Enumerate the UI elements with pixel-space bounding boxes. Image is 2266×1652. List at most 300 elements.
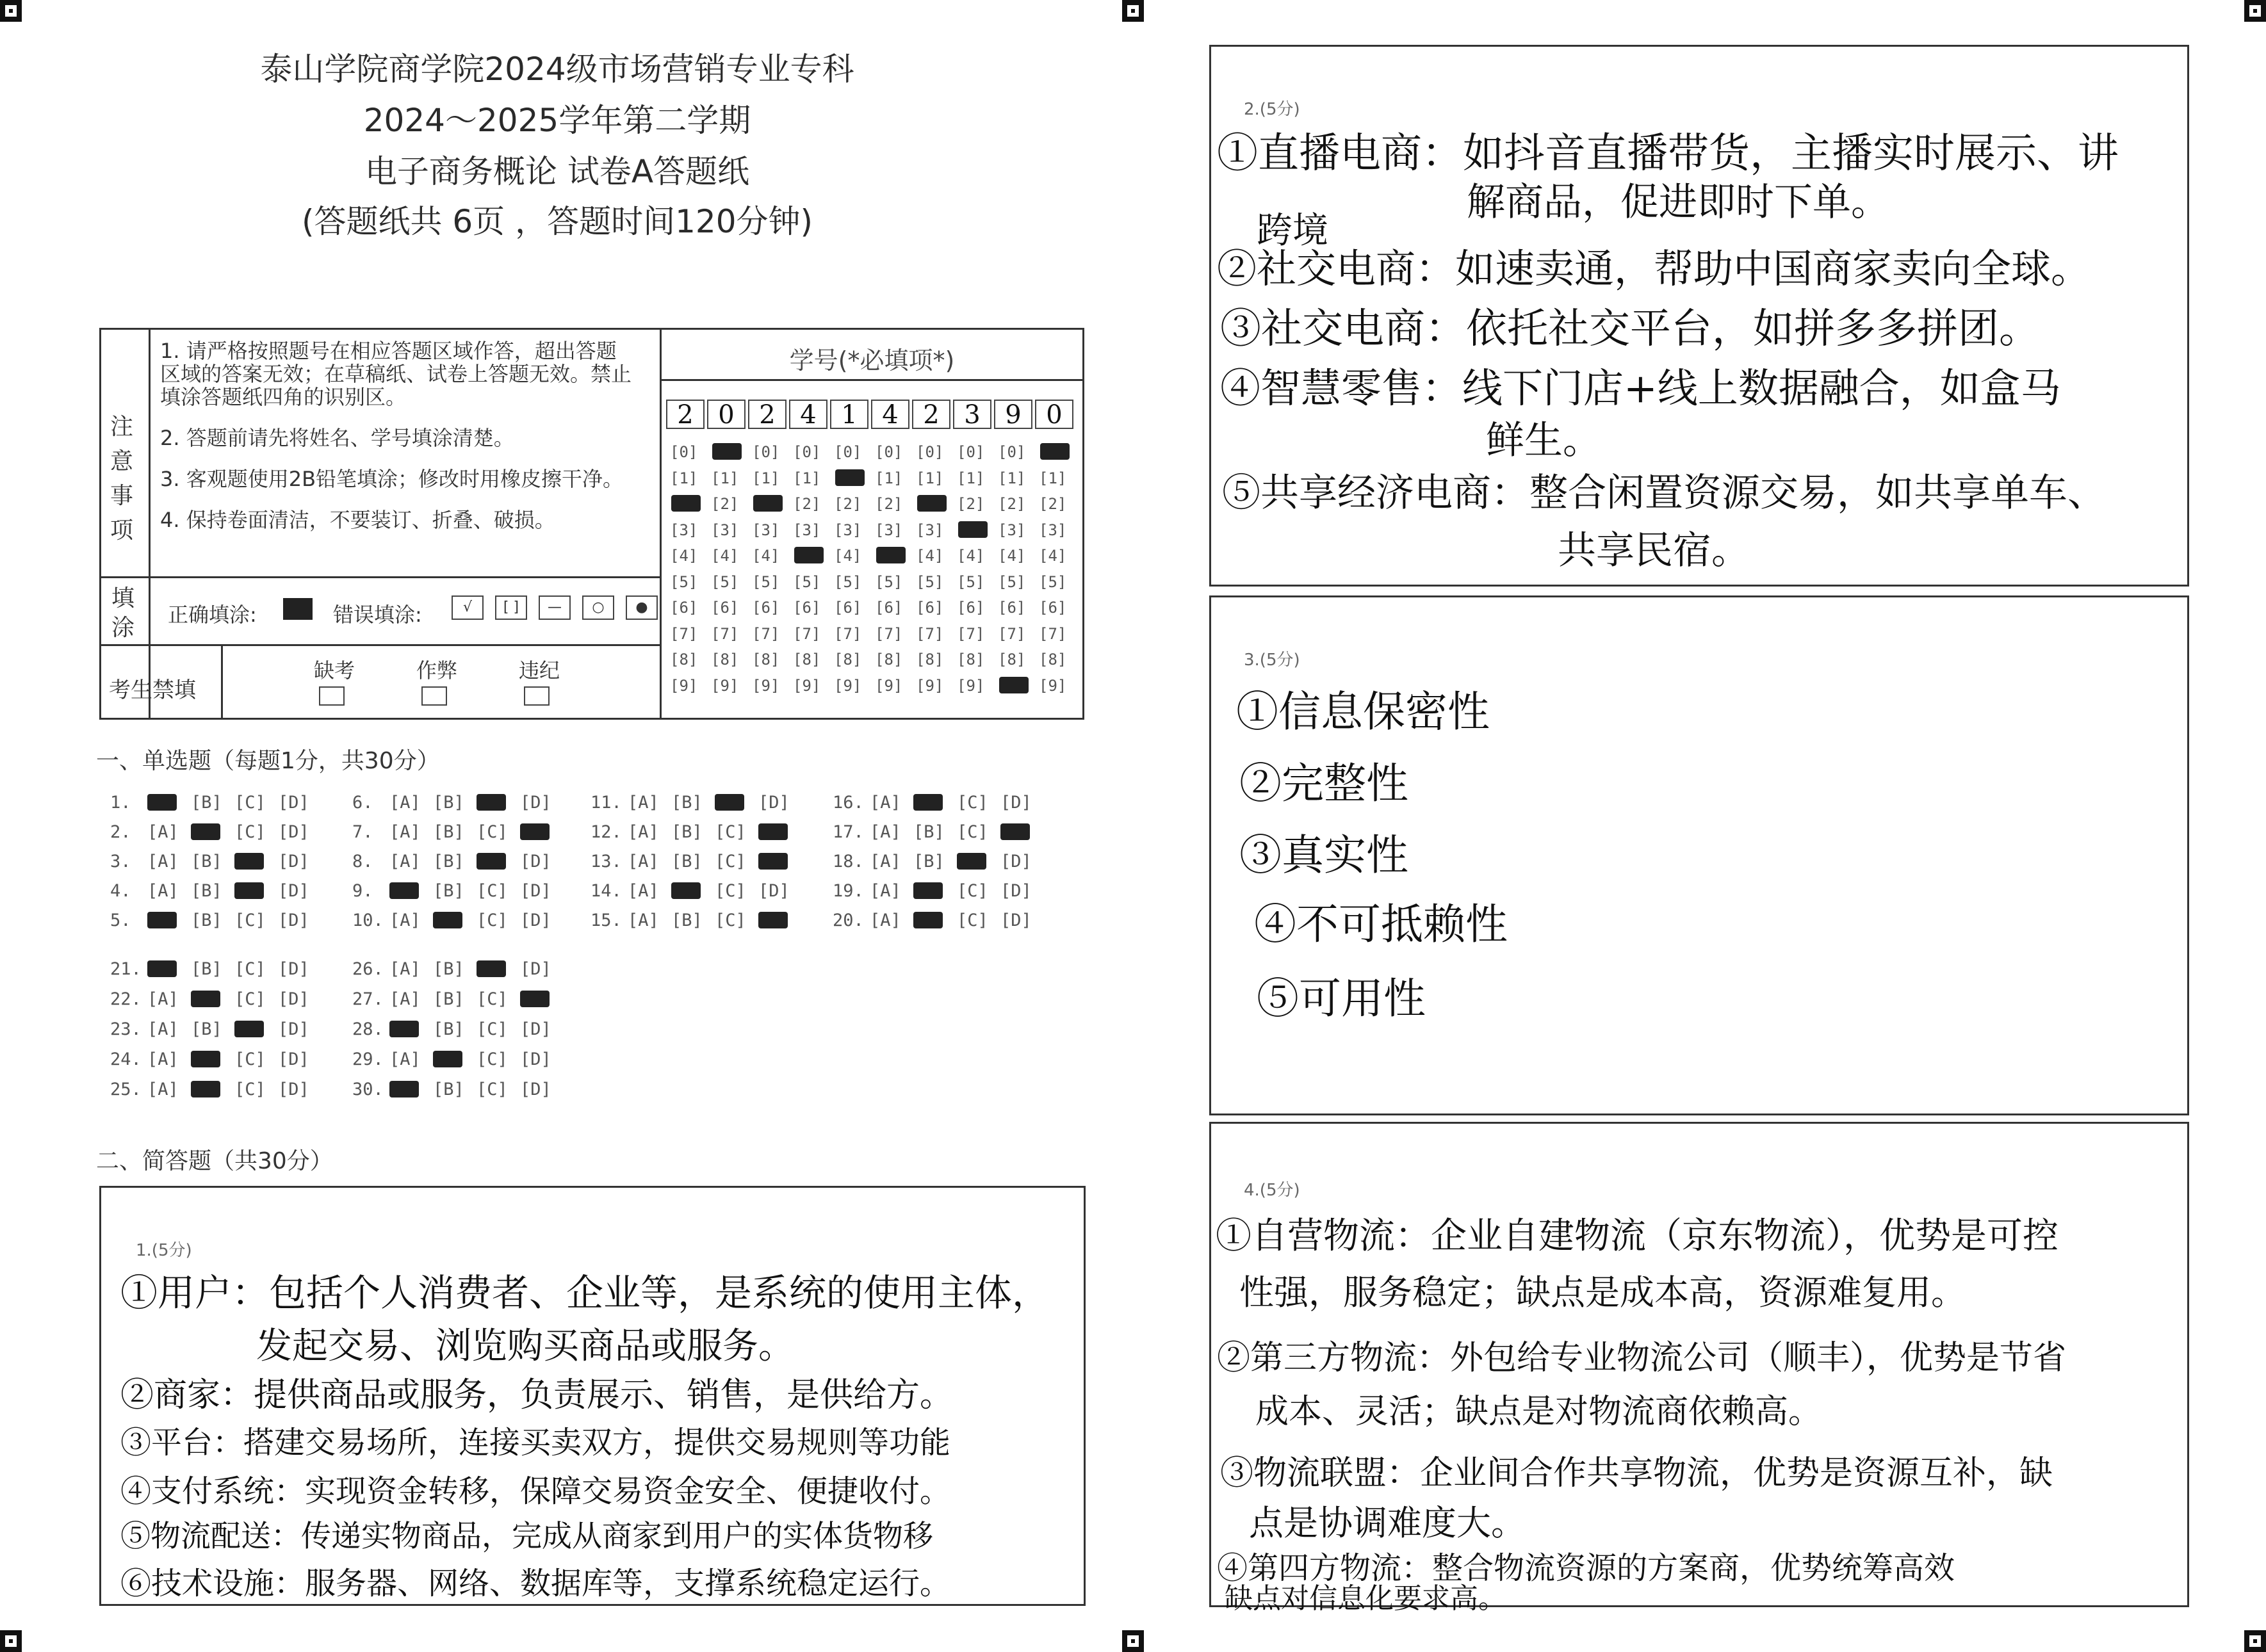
mc-filled-bubble [389, 1081, 419, 1097]
student-id-bubble: [3] [670, 521, 698, 539]
student-id-digit: 4 [789, 400, 827, 429]
student-id-bubble: [1] [957, 469, 985, 487]
student-id-digit: 4 [871, 400, 909, 429]
student-id-bubble: [4] [1039, 547, 1067, 565]
student-id-bubble: [1] [998, 469, 1026, 487]
student-id-bubble: [4] [711, 547, 739, 565]
mc-question-number: 22. [110, 989, 142, 1009]
forbidden-option-label: 缺考 [314, 658, 355, 683]
mc-option-bubble: [D] [278, 1080, 309, 1099]
mc-option-bubble: [C] [234, 989, 266, 1009]
student-id-bubble: [9] [957, 676, 985, 695]
mc-option-bubble: [B] [191, 959, 222, 979]
student-id-bubble: [7] [670, 624, 698, 643]
q4-line-5: ③物流联盟：企业间合作共享物流，优势是资源互补，缺 [1220, 1454, 2053, 1493]
mc-option-bubble: [A] [147, 989, 179, 1009]
header-line-2: 2024～2025学年第二学期 [363, 102, 751, 139]
mc-option-bubble: [D] [520, 852, 551, 871]
q1-line-2: 发起交易、浏览购买商品或服务。 [256, 1325, 794, 1367]
q4-line-2: 性强，服务稳定；缺点是成本高，资源难复用。 [1239, 1272, 1966, 1313]
student-id-bubble: [5] [834, 572, 862, 591]
q2-line-9: 共享民宿。 [1558, 528, 1750, 573]
student-id-bubble: [3] [1039, 521, 1067, 539]
student-id-bubble: [9] [793, 676, 821, 695]
mc-filled-bubble [389, 882, 419, 899]
q1-line-5: ④支付系统：实现资金转移，保障交易资金安全、便捷收付。 [120, 1473, 951, 1509]
mc-option-bubble: [D] [278, 911, 309, 930]
q2-line-3: 跨境 [1257, 210, 1328, 252]
student-id-bubble: [0] [834, 443, 862, 461]
corner-marker-bottom-middle [1122, 1630, 1144, 1652]
student-id-digit: 0 [707, 400, 746, 429]
notice-list [160, 339, 634, 549]
student-id-bubble: [9] [711, 676, 739, 695]
mc-question-number: 12. [591, 822, 622, 842]
student-id-bubble: [8] [916, 651, 944, 668]
student-id-bubble: [8] [793, 651, 821, 668]
mc-option-bubble: [D] [520, 1019, 551, 1039]
student-id-digit: 2 [912, 400, 950, 429]
q2-line-1: ①直播电商：如抖音直播带货，主播实时展示、讲 [1217, 130, 2119, 177]
q1-line-6: ⑤物流配送：传递实物商品，完成从商家到用户的实体货物移 [120, 1519, 933, 1554]
forbidden-option-label: 违纪 [519, 658, 560, 683]
forbidden-option-label: 作弊 [416, 658, 458, 683]
mc-filled-bubble [715, 794, 744, 811]
student-id-bubble: [3] [998, 521, 1026, 539]
mc-option-bubble: [A] [147, 852, 179, 871]
forbidden-option-checkbox [524, 686, 550, 706]
student-id-bubble: [8] [957, 651, 985, 668]
student-id-bubble: [9] [916, 676, 944, 695]
wrong-fill-sample: √ [452, 595, 484, 620]
mc-option-bubble: [B] [433, 1080, 464, 1099]
forbidden-option-checkbox [319, 686, 345, 706]
q4-label: 4.(5分) [1244, 1181, 1300, 1200]
student-id-bubble: [8] [752, 651, 780, 668]
corner-marker-top-right [2244, 0, 2266, 22]
notice-item-1: 1. 请严格按照题号在相应答题区域作答，超出答题区域的答案无效；在草稿纸、试卷上答题无效。禁止填涂答题纸四角的识别区。 [160, 339, 632, 409]
student-id-bubble: [5] [1039, 572, 1067, 591]
mc-option-bubble: [A] [870, 852, 901, 871]
mc-option-bubble: [D] [520, 881, 551, 901]
mc-option-bubble: [A] [389, 822, 421, 842]
forbidden-label: 考生禁填 [109, 677, 196, 703]
student-id-digit: 2 [748, 400, 787, 429]
student-id-bubble: [6] [670, 599, 698, 617]
header-line-4: (答题纸共 6页 ，答题时间120分钟) [301, 203, 813, 240]
q1-line-1: ①用户：包括个人消费者、企业等，是系统的使用主体， [120, 1271, 1050, 1315]
student-id-bubble: [4] [916, 547, 944, 565]
mc-option-bubble: [C] [715, 911, 746, 930]
mc-option-bubble: [C] [477, 822, 508, 842]
mc-option-bubble: [A] [628, 911, 659, 930]
mc-option-bubble: [A] [147, 822, 179, 842]
mc-option-bubble: [A] [147, 1049, 179, 1069]
mc-option-bubble: [D] [520, 911, 551, 930]
q3-line-4: ④不可抵赖性 [1254, 900, 1508, 949]
student-id-bubble: [9] [834, 676, 862, 695]
mc-option-bubble: [C] [234, 1049, 266, 1069]
mc-option-bubble: [D] [278, 989, 309, 1009]
corner-marker-top-middle [1122, 0, 1144, 22]
mc-option-bubble: [B] [671, 852, 703, 871]
mc-option-bubble: [D] [1000, 852, 1032, 871]
student-id-bubble: [8] [834, 651, 862, 668]
mc-option-bubble: [C] [715, 852, 746, 871]
notice-item-4: 4. 保持卷面清洁，不要装订、折叠、破损。 [160, 508, 555, 532]
student-id-bubble: [4] [834, 547, 862, 565]
mc-question-number: 4. [110, 881, 131, 901]
q3-label: 3.(5分) [1244, 651, 1300, 670]
mc-option-bubble: [C] [957, 793, 988, 813]
mc-option-bubble: [D] [520, 1080, 551, 1099]
mc-question-number: 17. [833, 822, 864, 842]
mc-option-bubble: [B] [433, 822, 464, 842]
student-id-bubble: [2] [875, 495, 903, 513]
student-id-bubble: [1] [711, 469, 739, 487]
student-id-filled-bubble [671, 495, 701, 512]
mc-filled-bubble [477, 960, 506, 977]
mc-option-bubble: [C] [234, 1080, 266, 1099]
mc-option-bubble: [B] [191, 1019, 222, 1039]
student-id-bubble: [0] [957, 443, 985, 461]
q1-line-7: ⑥技术设施：服务器、网络、数据库等，支撑系统稳定运行。 [120, 1566, 951, 1601]
mc-filled-bubble [758, 853, 788, 870]
mc-option-bubble: [D] [758, 881, 790, 901]
mc-option-bubble: [C] [477, 881, 508, 901]
mc-option-bubble: [A] [628, 881, 659, 901]
mc-option-bubble: [A] [389, 1049, 421, 1069]
mc-filled-bubble [913, 882, 943, 899]
wrong-fill-label: 错误填涂: [333, 603, 422, 627]
mc-filled-bubble [433, 1051, 462, 1067]
mc-option-bubble: [B] [191, 793, 222, 813]
student-id-bubble: [7] [957, 624, 985, 643]
mc-question-number: 14. [591, 881, 622, 901]
student-id-bubble: [0] [793, 443, 821, 461]
mc-option-bubble: [A] [389, 989, 421, 1009]
wrong-fill-sample: — [539, 595, 571, 620]
student-id-filled-bubble [958, 521, 988, 538]
wrong-fill-sample: ● [626, 595, 658, 620]
student-id-digit: 2 [666, 400, 705, 429]
student-id-bubble: [0] [670, 443, 698, 461]
mc-filled-bubble [389, 1021, 419, 1037]
student-id-digit: 9 [994, 400, 1032, 429]
student-id-bubble: [6] [711, 599, 739, 617]
student-id-bubble: [2] [998, 495, 1026, 513]
mc-option-bubble: [C] [715, 822, 746, 842]
mc-option-bubble: [A] [870, 822, 901, 842]
section1-title: 一、单选题（每题1分，共30分） [96, 748, 440, 774]
mc-option-bubble: [A] [389, 793, 421, 813]
student-id-bubble: [7] [1039, 624, 1067, 643]
mc-option-bubble: [A] [147, 881, 179, 901]
mc-question-number: 7. [352, 822, 373, 842]
mc-question-number: 28. [352, 1019, 384, 1039]
mc-question-number: 30. [352, 1080, 384, 1099]
mc-option-bubble: [A] [147, 1019, 179, 1039]
student-id-filled-bubble [753, 495, 783, 512]
mc-option-bubble: [B] [671, 822, 703, 842]
mc-option-bubble: [D] [278, 822, 309, 842]
q2-line-2: 解商品，促进即时下单。 [1467, 180, 1889, 225]
mc-option-bubble: [D] [1000, 911, 1032, 930]
student-id-bubble: [9] [875, 676, 903, 695]
mc-option-bubble: [A] [628, 852, 659, 871]
mc-option-bubble: [D] [520, 959, 551, 979]
q1-line-3: ②商家：提供商品或服务，负责展示、销售，是供给方。 [120, 1376, 954, 1414]
student-id-bubble: [6] [1039, 599, 1067, 617]
student-id-bubble: [4] [998, 547, 1026, 565]
mc-option-bubble: [C] [715, 881, 746, 901]
mc-option-bubble: [B] [671, 911, 703, 930]
mc-option-bubble: [D] [278, 793, 309, 813]
mc-option-bubble: [B] [913, 822, 945, 842]
student-id-bubble: [7] [916, 624, 944, 643]
mc-option-bubble: [A] [628, 793, 659, 813]
mc-filled-bubble [191, 1081, 220, 1097]
mc-option-bubble: [A] [389, 852, 421, 871]
mc-question-number: 26. [352, 959, 384, 979]
q4-line-6: 点是协调难度大。 [1249, 1503, 1526, 1543]
mc-filled-bubble [191, 991, 220, 1007]
mc-option-bubble: [A] [389, 959, 421, 979]
mc-filled-bubble [147, 912, 177, 928]
student-id-bubble: [3] [834, 521, 862, 539]
student-id-bubble: [8] [875, 651, 903, 668]
mc-filled-bubble [234, 882, 264, 899]
student-id-bubble: [6] [916, 599, 944, 617]
student-id-bubble: [7] [793, 624, 821, 643]
student-id-bubble: [4] [752, 547, 780, 565]
mc-option-bubble: [C] [477, 1049, 508, 1069]
mc-option-bubble: [C] [234, 793, 266, 813]
fill-side-label: 填涂 [111, 585, 135, 641]
mc-option-bubble: [B] [191, 911, 222, 930]
mc-question-number: 13. [591, 852, 622, 871]
mc-filled-bubble [433, 912, 462, 928]
student-id-bubble: [1] [752, 469, 780, 487]
mc-option-bubble: [D] [758, 793, 790, 813]
mc-question-number: 9. [352, 881, 373, 901]
mc-question-number: 6. [352, 793, 373, 813]
notice-side-label: 注意事项 [110, 414, 134, 544]
mc-filled-bubble [913, 912, 943, 928]
mc-question-number: 10. [352, 911, 384, 930]
forbidden-option-checkbox [421, 686, 447, 706]
mc-option-bubble: [A] [870, 911, 901, 930]
student-id-bubble: [1] [793, 469, 821, 487]
student-id-filled-bubble [835, 469, 865, 486]
student-id-bubble: [7] [998, 624, 1026, 643]
mc-filled-bubble [147, 794, 177, 811]
student-id-bubble: [9] [1039, 676, 1067, 695]
q2-line-5: ③社交电商：依托社交平台，如拼多多拼团。 [1220, 305, 2040, 353]
mc-filled-bubble [191, 823, 220, 840]
student-id-title: 学号(*必填项*) [789, 346, 955, 375]
mc-option-bubble: [C] [234, 822, 266, 842]
q4-line-7: ④第四方物流：整合物流资源的方案商，优势统筹高效 [1217, 1550, 1955, 1586]
student-id-filled-bubble [876, 547, 906, 563]
student-id-bubble: [2] [1039, 495, 1067, 513]
mc-option-bubble: [D] [278, 852, 309, 871]
mc-option-bubble: [D] [278, 959, 309, 979]
q3-line-5: ⑤可用性 [1257, 974, 1426, 1023]
mc-option-bubble: [C] [477, 989, 508, 1009]
q2-line-6: ④智慧零售：线下门店+线上数据融合，如盒马 [1220, 365, 2061, 412]
q2-line-7: 鲜生。 [1486, 418, 1601, 463]
student-id-bubble: [6] [998, 599, 1026, 617]
mc-option-bubble: [B] [433, 989, 464, 1009]
mc-option-bubble: [B] [913, 852, 945, 871]
corner-marker-bottom-right [2244, 1630, 2266, 1652]
student-id-bubble: [2] [834, 495, 862, 513]
mc-filled-bubble [758, 912, 788, 928]
student-id-bubble: [9] [670, 676, 698, 695]
mc-question-number: 25. [110, 1080, 142, 1099]
mc-question-number: 18. [833, 852, 864, 871]
mc-filled-bubble [477, 794, 506, 811]
mc-option-bubble: [A] [147, 1080, 179, 1099]
student-id-bubble: [4] [670, 547, 698, 565]
student-id-digit: 3 [953, 400, 991, 429]
student-id-bubble: [8] [711, 651, 739, 668]
mc-option-bubble: [D] [520, 793, 551, 813]
mc-question-number: 20. [833, 911, 864, 930]
mc-option-bubble: [D] [1000, 793, 1032, 813]
mc-option-bubble: [B] [433, 881, 464, 901]
student-id-bubble: [6] [752, 599, 780, 617]
mc-option-bubble: [B] [433, 1019, 464, 1039]
mc-question-number: 15. [591, 911, 622, 930]
mc-filled-bubble [1000, 823, 1030, 840]
mc-option-bubble: [D] [278, 881, 309, 901]
student-id-filled-bubble [712, 443, 742, 460]
student-id-bubble: [3] [793, 521, 821, 539]
student-id-bubble: [9] [752, 676, 780, 695]
mc-question-number: 8. [352, 852, 373, 871]
student-id-bubble: [5] [957, 572, 985, 591]
mc-question-number: 2. [110, 822, 131, 842]
student-id-bubble: [4] [957, 547, 985, 565]
student-id-bubble: [6] [957, 599, 985, 617]
notice-item-2: 2. 答题前请先将姓名、学号填涂清楚。 [160, 426, 514, 450]
q4-line-1: ①自营物流：企业自建物流（京东物流），优势是可控 [1216, 1215, 2058, 1257]
q1-line-4: ③平台：搭建交易场所，连接买卖双方，提供交易规则等功能 [120, 1425, 951, 1461]
mc-option-bubble: [B] [433, 852, 464, 871]
student-id-digit: 1 [830, 400, 868, 429]
mc-filled-bubble [758, 823, 788, 840]
mc-option-bubble: [A] [870, 793, 901, 813]
student-id-bubble: [8] [998, 651, 1026, 668]
student-id-bubble: [0] [998, 443, 1026, 461]
mc-option-bubble: [B] [671, 793, 703, 813]
student-id-bubble: [7] [875, 624, 903, 643]
q3-line-1: ①信息保密性 [1236, 687, 1490, 736]
student-id-bubble: [5] [875, 572, 903, 591]
student-id-bubble: [2] [957, 495, 985, 513]
student-id-filled-bubble [999, 677, 1029, 693]
q3-line-3: ③真实性 [1239, 830, 1408, 880]
student-id-bubble: [2] [711, 495, 739, 513]
student-id-bubble: [5] [916, 572, 944, 591]
wrong-fill-sample: ○ [582, 595, 614, 620]
student-id-bubble: [5] [793, 572, 821, 591]
mc-option-bubble: [B] [191, 852, 222, 871]
student-id-bubble: [5] [998, 572, 1026, 591]
q3-line-2: ②完整性 [1239, 759, 1408, 808]
student-id-bubble: [8] [1039, 651, 1067, 668]
correct-fill-sample [283, 598, 313, 620]
mc-option-bubble: [B] [191, 881, 222, 901]
mc-option-bubble: [D] [520, 1049, 551, 1069]
q2-line-8: ⑤共享经济电商：整合闲置资源交易，如共享单车、 [1222, 471, 2106, 515]
mc-filled-bubble [191, 1051, 220, 1067]
student-id-bubble: [6] [834, 599, 862, 617]
mc-filled-bubble [957, 853, 986, 870]
student-id-bubble: [6] [875, 599, 903, 617]
mc-option-bubble: [C] [957, 881, 988, 901]
student-id-filled-bubble [1040, 443, 1070, 460]
student-id-bubble: [1] [670, 469, 698, 487]
mc-option-bubble: [A] [389, 911, 421, 930]
student-id-bubble: [6] [793, 599, 821, 617]
mc-question-number: 5. [110, 911, 131, 930]
mc-filled-bubble [671, 882, 701, 899]
header-line-1: 泰山学院商学院2024级市场营销专业专科 [260, 51, 854, 88]
student-id-bubble: [1] [875, 469, 903, 487]
mc-option-bubble: [C] [957, 911, 988, 930]
student-id-bubble: [3] [916, 521, 944, 539]
mc-option-bubble: [C] [477, 911, 508, 930]
mc-filled-bubble [520, 823, 550, 840]
mc-question-number: 19. [833, 881, 864, 901]
student-id-bubble: [1] [916, 469, 944, 487]
mc-question-number: 21. [110, 959, 142, 979]
student-id-digit: 0 [1035, 400, 1073, 429]
mc-question-number: 23. [110, 1019, 142, 1039]
student-id-bubble: [7] [711, 624, 739, 643]
q2-label: 2.(5分) [1244, 100, 1300, 119]
student-id-bubble: [8] [670, 651, 698, 668]
header-line-3: 电子商务概论 试卷A答题纸 [364, 153, 750, 190]
student-id-bubble: [7] [752, 624, 780, 643]
section2-title: 二、简答题（共30分） [96, 1148, 333, 1174]
mc-option-bubble: [A] [628, 822, 659, 842]
student-id-filled-bubble [917, 495, 947, 512]
student-id-bubble: [2] [793, 495, 821, 513]
q4-line-4: 成本、灵活；缺点是对物流商依赖高。 [1255, 1393, 1822, 1431]
mc-question-number: 16. [833, 793, 864, 813]
mc-filled-bubble [234, 853, 264, 870]
mc-filled-bubble [477, 853, 506, 870]
corner-marker-bottom-left [0, 1630, 22, 1652]
mc-question-number: 1. [110, 793, 131, 813]
student-id-bubble: [0] [752, 443, 780, 461]
mc-question-number: 29. [352, 1049, 384, 1069]
corner-marker-top-left [0, 0, 22, 22]
mc-option-bubble: [C] [477, 1019, 508, 1039]
student-id-bubble: [5] [711, 572, 739, 591]
mc-question-number: 24. [110, 1049, 142, 1069]
q1-label: 1.(5分) [136, 1241, 192, 1260]
mc-option-bubble: [D] [278, 1049, 309, 1069]
student-id-bubble: [3] [711, 521, 739, 539]
mc-question-number: 11. [591, 793, 622, 813]
mc-filled-bubble [234, 1021, 264, 1037]
student-id-bubble: [5] [752, 572, 780, 591]
